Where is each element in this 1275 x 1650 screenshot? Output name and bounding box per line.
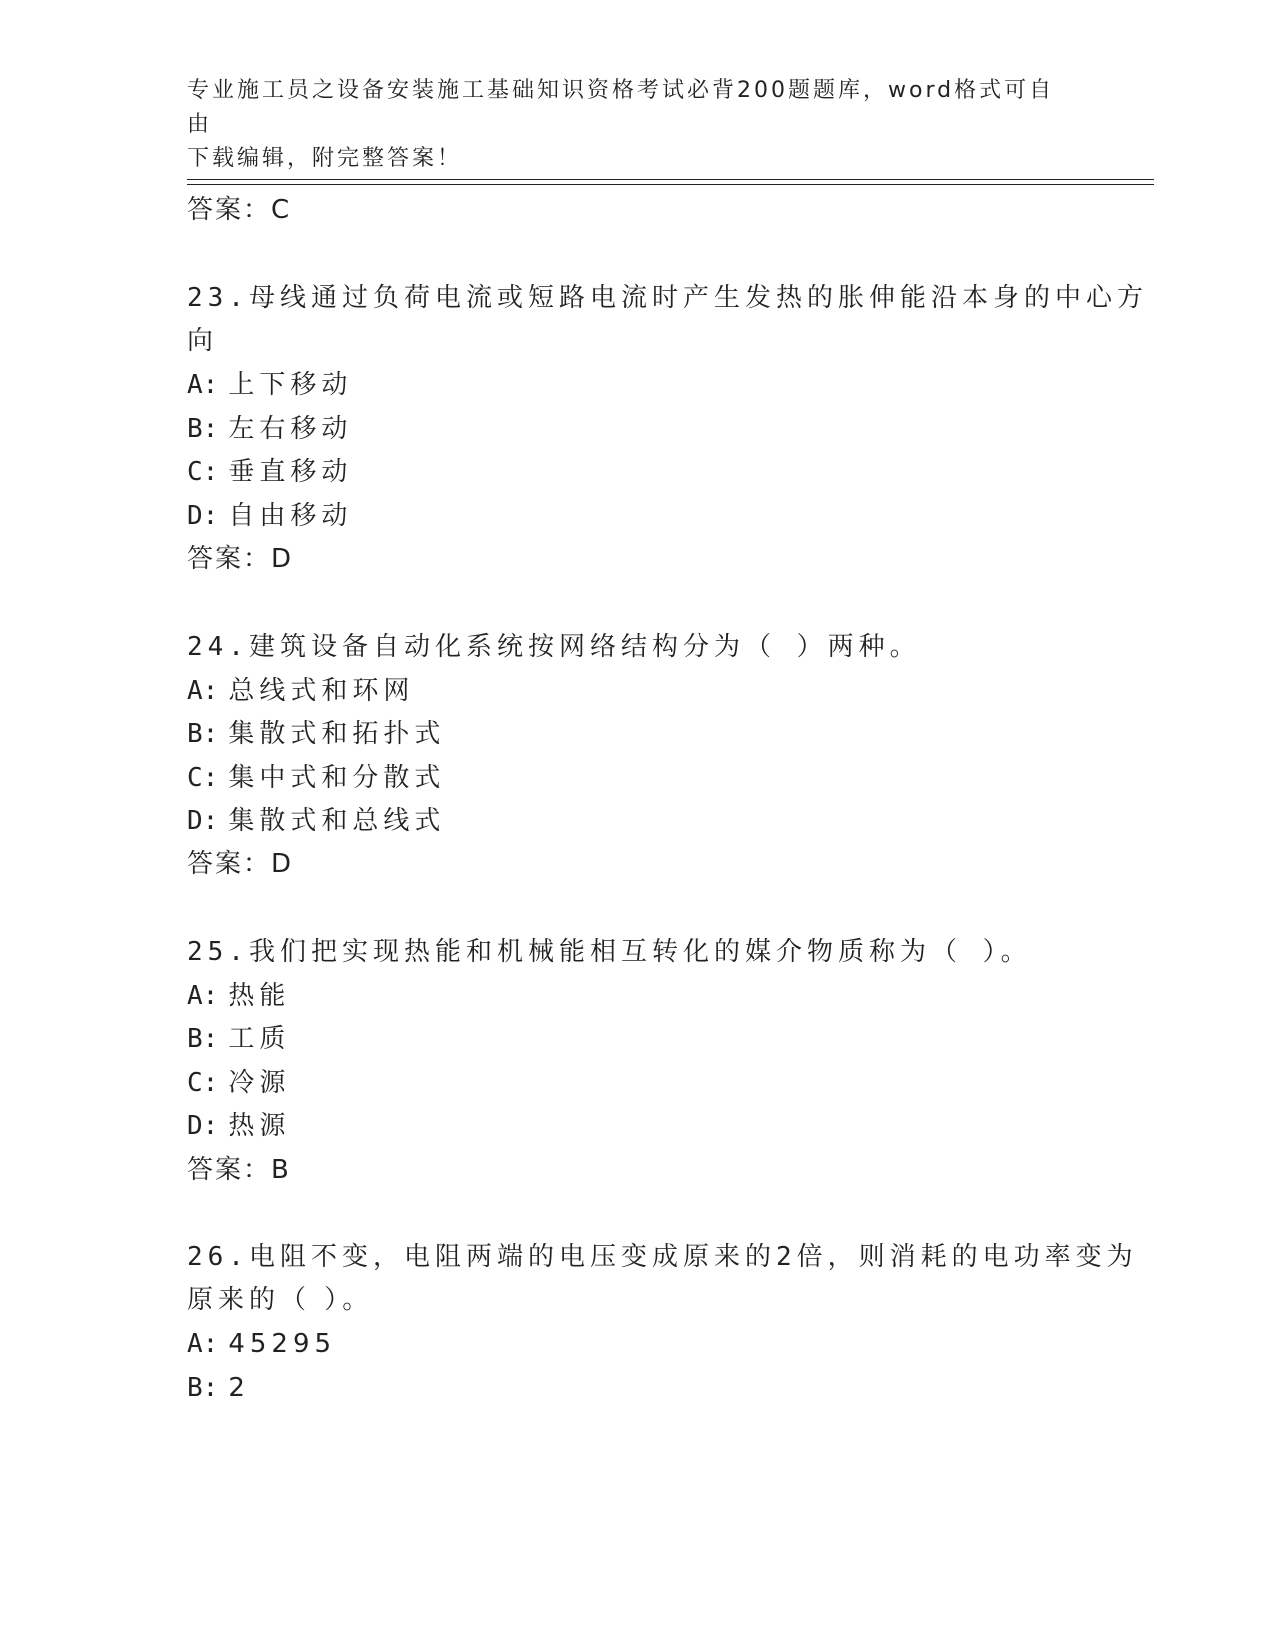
option-key: A: [187, 370, 219, 400]
option-key: B: [187, 414, 219, 444]
question-24-answer: 答案：D [187, 849, 294, 879]
header-line-2: 下载编辑，附完整答案！ [187, 146, 463, 171]
option-key: A: [187, 676, 219, 706]
header-line-1: 专业施工员之设备安装施工基础知识资格考试必背200题题库，word格式可自由 [187, 78, 1055, 137]
option-key: C: [187, 763, 219, 793]
option-key: B: [187, 1024, 219, 1054]
option-key: A: [187, 1329, 219, 1359]
question-23-stem-line-2: 向 [187, 326, 219, 356]
question-24-option-d [187, 806, 445, 836]
option-key: B: [187, 1373, 219, 1403]
question-25-stem-line-1: 25.我们把实现热能和机械能相互转化的媒介物质称为（ ）。 [187, 937, 1032, 967]
question-23-option-b [187, 414, 352, 444]
question-26-option-a [187, 1329, 336, 1359]
question-25-option-a [187, 981, 290, 1011]
option-text: 自由移动 [228, 501, 353, 531]
question-26-option-b [187, 1373, 250, 1403]
header-divider-top [187, 179, 1154, 180]
question-26-stem-line-2: 原来的（ ）。 [187, 1285, 374, 1315]
option-text: 上下移动 [228, 370, 353, 400]
option-text: 45295 [228, 1329, 337, 1359]
option-key: D: [187, 1111, 219, 1141]
question-25-option-b [187, 1024, 290, 1054]
question-23-stem-line-1: 23.母线通过负荷电流或短路电流时产生发热的胀伸能沿本身的中心方 [187, 283, 1148, 313]
question-24-option-a [187, 676, 414, 706]
option-text: 冷源 [228, 1068, 291, 1098]
option-key: D: [187, 501, 219, 531]
option-text: 左右移动 [228, 414, 353, 444]
question-24-option-b [187, 719, 445, 749]
option-key: C: [187, 1068, 219, 1098]
option-text: 热源 [228, 1111, 291, 1141]
question-25-option-d [187, 1111, 290, 1141]
option-key: A: [187, 981, 219, 1011]
previous-answer: 答案：C [187, 195, 292, 225]
option-text: 集中式和分散式 [228, 763, 446, 793]
question-24-stem-line-1: 24.建筑设备自动化系统按网络结构分为（ ）两种。 [187, 632, 921, 662]
option-text: 热能 [228, 981, 291, 1011]
option-key: C: [187, 457, 219, 487]
option-text: 集散式和总线式 [228, 806, 446, 836]
option-text: 集散式和拓扑式 [228, 719, 446, 749]
option-key: D: [187, 806, 219, 836]
question-23-option-d [187, 501, 352, 531]
question-23-option-c [187, 457, 352, 487]
option-text: 工质 [228, 1024, 291, 1054]
option-text: 垂直移动 [228, 457, 353, 487]
option-key: B: [187, 719, 219, 749]
document-header [187, 74, 1067, 176]
option-text: 总线式和环网 [228, 676, 415, 706]
option-text: 2 [228, 1373, 250, 1403]
question-23-option-a [187, 370, 352, 400]
question-26-stem-line-1: 26.电阻不变，电阻两端的电压变成原来的2倍，则消耗的电功率变为 [187, 1242, 1138, 1272]
question-25-answer: 答案：B [187, 1155, 291, 1185]
question-24-option-c [187, 763, 445, 793]
question-23-answer: 答案：D [187, 544, 294, 574]
question-25-option-c [187, 1068, 290, 1098]
header-divider-bottom [187, 184, 1154, 185]
